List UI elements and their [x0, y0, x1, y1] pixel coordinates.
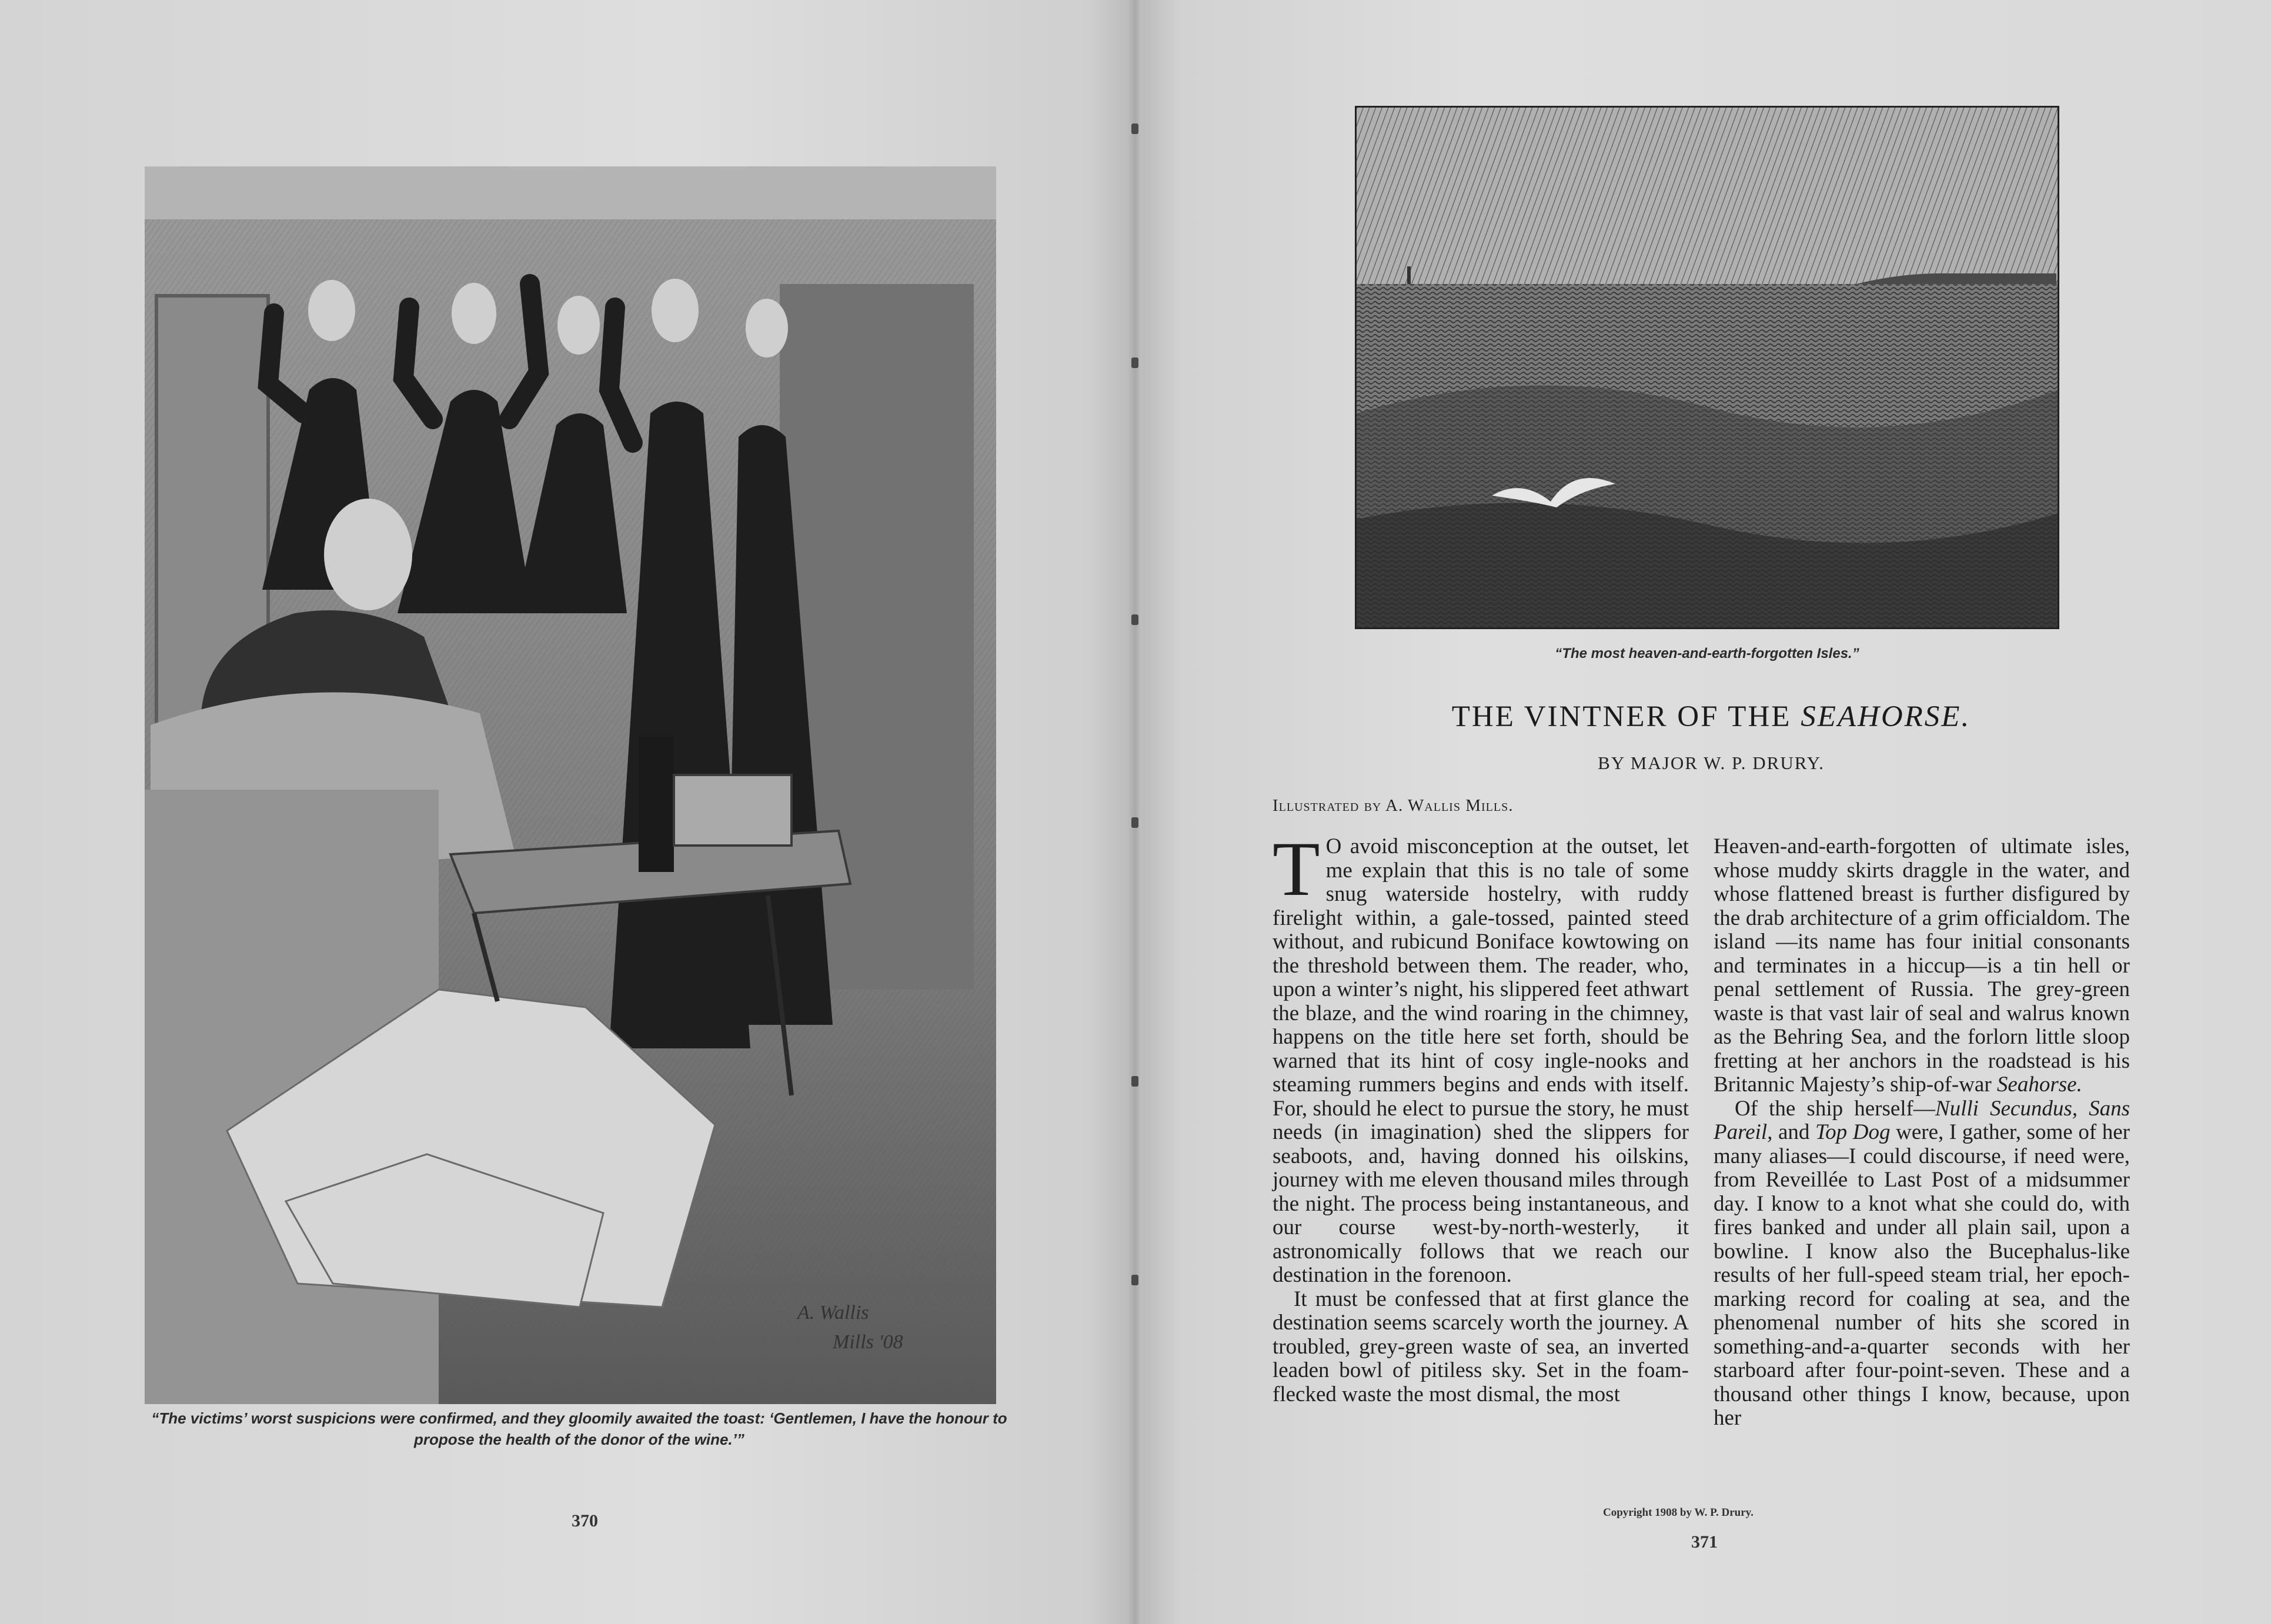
binding-stitch [1131, 817, 1138, 828]
ship-alias: Top Dog [1815, 1120, 1891, 1144]
paragraph: Heaven-and-earth-forgotten of ultimate isles, whose muddy skirts draggle in the water, and whose flattened breast is further disfigured by the drab architecture of a grim officialdom. The island —its name has four initial consonants and terminates in a hiccup—is a tin hell or penal settlement of Russia. The grey-green waste is that vast lair of seal and walrus known as the Behring Sea, and the forlorn little sloop fretting at her anchors in the roadstead is his Britannic Majesty’s ship-of-war Seahorse. [1714, 834, 2130, 1097]
binding-stitch [1131, 614, 1138, 625]
svg-text:Mills '08: Mills '08 [833, 1331, 903, 1353]
illustration-caption: “The victims’ worst suspicions were confirmed, and they gloomily awaited the toast: ‘Gentlemen, I have the honour to propose the health of the donor of the wine.’” [151, 1409, 1007, 1448]
toast-illustration [145, 166, 996, 1404]
illustrator-credit: Illustrated by A. Wallis Mills. [1273, 796, 1514, 815]
sea-illustration-caption: “The most heaven-and-earth-forgotten Isles.” [1555, 646, 1859, 661]
page-number: 370 [572, 1511, 598, 1531]
binding-stitch [1131, 1275, 1138, 1285]
paragraph: It must be confessed that at first glance the destination seems scarcely worth the journey. A troubled, grey-green waste of sea, an inverted leaden bowl of pitiless sky. Set in the foam-flecked waste the most dismal, the most [1273, 1286, 1689, 1406]
left-page [0, 0, 1135, 1624]
byline: BY MAJOR W. P. DRURY. [1598, 753, 1825, 773]
binding-stitch [1131, 1076, 1138, 1087]
ship-name: Seahorse. [1996, 1072, 2082, 1097]
binding-stitch [1131, 357, 1138, 368]
paragraph: Of the ship herself—Nulli Secundus, Sans Pareil, and Top Dog were, I gather, some of her many aliases—I could discourse, if need were, from Reveillée to Last Post of a midsummer day. I know to a knot what she could do, with fires banked and under all plain sail, upon a bowline. I know also the Bucephalus-like results of her full-speed steam trial, her epoch-marking record for coaling at sea, and the phenomenal number of hits she scored in something-and-a-quarter seconds with her starboard after four-point-seven. These and a thousand other things I know, because, upon her [1714, 1096, 2130, 1430]
drop-cap: T [1273, 826, 1320, 912]
title-main: THE VINTNER OF THE [1451, 700, 1792, 733]
text-column-2 [1714, 835, 2130, 1431]
ship-alias: Nulli Secundus, Sans Pareil, [1714, 1096, 2130, 1144]
page-number: 371 [1691, 1532, 1718, 1552]
book-gutter [1128, 0, 1142, 1624]
sea-illustration [1355, 106, 2059, 629]
title-ship-name: SEAHORSE. [1801, 700, 1971, 733]
binding-stitch [1131, 123, 1138, 134]
story-title [1270, 700, 2152, 734]
text-column-1 [1273, 826, 1689, 1406]
paragraph: T O avoid misconception at the outset, let me explain that this is no tale of some snug waterside hostelry, with ruddy firelight within, a gale-tossed, painted steed without, and rubicund Boniface kowtowing on the threshold between them. The reader, who, upon a winter’s night, his slippered feet athwart the blaze, and the wind roaring in the chimney, happens on the title here set forth, should be warned that its hint of cosy ingle-nooks and steaming rummers begins and ends with itself. For, should he elect to pursue the story, he must needs (in imagination) shed the slippers for seaboots, and, having donned his oilskins, journey with me eleven thousand miles through the night. The process being instantaneous, and our course west-by-north-westerly, it astronomically follows that we reach our destination in the forenoon. [1273, 826, 1689, 1287]
copyright-notice: Copyright 1908 by W. P. Drury. [1603, 1506, 1754, 1519]
svg-text:A. Wallis: A. Wallis [797, 1302, 869, 1324]
